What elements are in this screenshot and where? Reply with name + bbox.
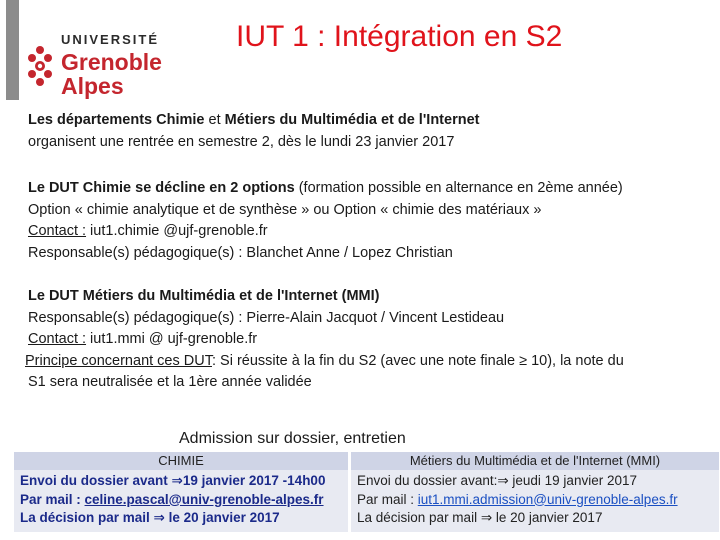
mmi-contact-label: Contact : <box>28 331 87 347</box>
chimie-mail-label: Par mail : <box>20 491 85 507</box>
chimie-decision: La décision par mail ⇒ le 20 janvier 2017 <box>20 510 280 525</box>
mmi-deadline: Envoi du dossier avant:⇒ jeudi 19 janvier 2017 <box>357 473 637 488</box>
university-logo <box>23 28 183 108</box>
chimie-heading-bold: Le DUT Chimie se décline en 2 options <box>28 180 295 196</box>
chimie-contact-email: iut1.chimie @ujf-grenoble.fr <box>86 223 268 239</box>
intro-and: et <box>204 112 225 128</box>
chimie-mail-line <box>20 491 342 510</box>
mmi-mail-label: Par mail : <box>357 491 418 507</box>
intro-line-2: organisent une rentrée en semestre 2, dès le lundi 23 janvier 2017 <box>28 133 455 150</box>
chimie-section <box>28 178 623 264</box>
mmi-decision: La décision par mail ⇒ le 20 janvier 2017 <box>357 510 603 525</box>
left-accent-bar <box>6 0 19 100</box>
chimie-deadline: Envoi du dossier avant ⇒19 janvier 2017 -14h00 <box>20 473 326 488</box>
page-title: IUT 1 : Intégration en S2 <box>236 20 563 53</box>
chimie-contact <box>28 221 623 243</box>
column-body-chimie <box>14 470 348 532</box>
mmi-contact-email: iut1.mmi @ ujf-grenoble.fr <box>86 331 258 347</box>
intro-paragraph <box>28 110 479 153</box>
mmi-section <box>25 286 624 394</box>
mmi-contact <box>28 329 624 351</box>
admission-column-mmi <box>351 452 719 532</box>
intro-chimie: Les départements Chimie <box>28 112 205 128</box>
chimie-contact-label: Contact : <box>28 223 87 239</box>
logo-line-grenoble: Grenoble <box>61 49 162 75</box>
mmi-mail-link[interactable]: iut1.mmi.admission@univ-grenoble-alpes.fr <box>417 491 678 507</box>
principle-label: Principe concernant ces DUT <box>25 352 212 369</box>
mmi-mail-line <box>357 491 713 510</box>
logo-line-universite: UNIVERSITÉ <box>61 32 160 47</box>
column-body-mmi <box>351 470 719 532</box>
logo-emblem-icon <box>23 38 57 92</box>
admission-title: Admission sur dossier, entretien <box>179 430 406 447</box>
logo-line-alpes: Alpes <box>61 73 124 99</box>
chimie-heading <box>28 178 623 200</box>
mmi-responsables: Responsable(s) pédagogique(s) : Pierre-Alain Jacquot / Vincent Lestideau <box>28 309 505 326</box>
admission-column-chimie <box>14 452 348 532</box>
principle-line-1 <box>25 351 624 373</box>
intro-mmi: Métiers du Multimédia et de l'Internet <box>224 112 480 128</box>
principle-line-2: S1 sera neutralisée et la 1ère année validée <box>28 374 312 390</box>
intro-line-1 <box>28 110 479 132</box>
admission-table <box>14 452 719 532</box>
column-header-mmi: Métiers du Multimédia et de l'Internet (MMI) <box>351 452 719 470</box>
chimie-responsables: Responsable(s) pédagogique(s) : Blanchet Anne / Lopez Christian <box>28 244 453 261</box>
chimie-heading-rest: (formation possible en alternance en 2ème année) <box>294 180 623 196</box>
mmi-heading: Le DUT Métiers du Multimédia et de l'Internet (MMI) <box>28 288 380 304</box>
column-header-chimie: CHIMIE <box>14 452 348 470</box>
chimie-mail-link[interactable]: celine.pascal@univ-grenoble-alpes.fr <box>84 491 324 507</box>
principle-text: : Si réussite à la fin du S2 (avec une note finale ≥ 10), la note du <box>211 352 624 369</box>
chimie-options: Option « chimie analytique et de synthèse » ou Option « chimie des matériaux » <box>28 201 542 218</box>
